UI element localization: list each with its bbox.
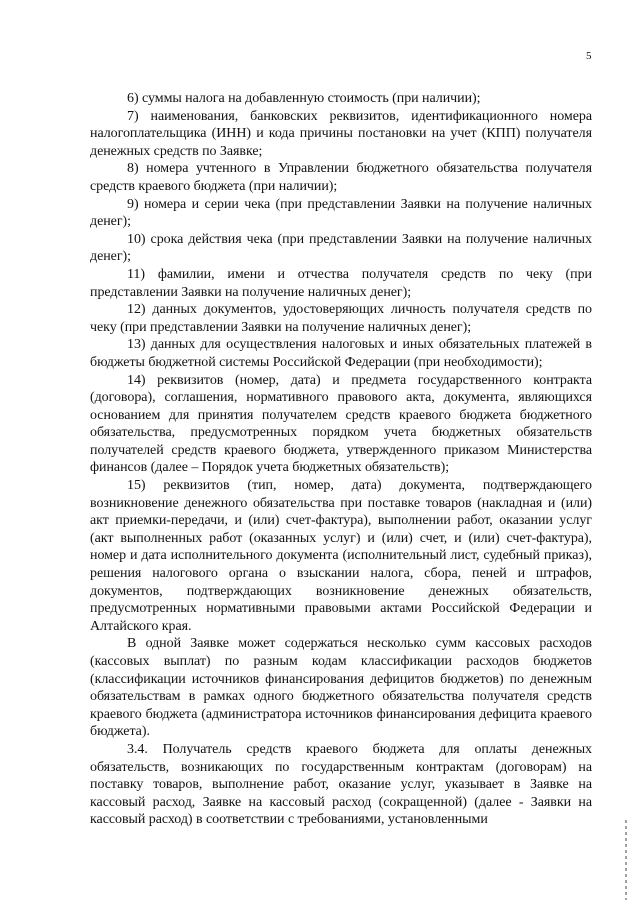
paragraph-item-13: 13) данных для осуществления налоговых и иных обязательных платежей в бюджеты бюджетной системы Российской Федерации (при необходимости);: [90, 337, 592, 370]
document-body: [90, 90, 592, 829]
paragraph-item-11: 11) фамилии, имени и отчества получателя средств по чеку (при представлении Заявки на получение наличных денег);: [90, 266, 592, 300]
paragraph-item-7: 7) наименования, банковских реквизитов, идентификационного номера налогоплательщика (ИНН) и кода причины постановки на учет (КПП) получателя денежных средств по Заявке;: [90, 108, 592, 159]
paragraph-item-8: 8) номера учтенного в Управлении бюджетного обязательства получателя средств краевого бюджета (при наличии);: [90, 161, 592, 194]
page-number: 5: [586, 50, 592, 62]
paragraph-item-10: 10) срока действия чека (при представлении Заявки на получение наличных денег);: [90, 231, 592, 265]
paragraph-item-15: 15) реквизитов (тип, номер, дата) документа, подтверждающего возникновение денежного обязательства при поставке товаров (накладная и (или) акт приемки-передачи, и (или) счет-фактура), выполнении работ, оказании услуг (акт выполненных работ (оказанных услуг) и (или) счет, и (или) счет-фактура), номер и дата исполнительного документа (исполнительный лист, судебный приказ), решения налогового органа о взыскании налога, сбора, пеней и штрафов, документов, подтверждающих возникновение денежных обязательств, предусмотренных нормативными правовыми актами Российской Федерации и Алтайского края.: [90, 478, 592, 634]
paragraph-section-3-4: 3.4. Получатель средств краевого бюджета для оплаты денежных обязательств, возникающих по государственным контрактам (договорам) на поставку товаров, выполнение работ, оказание услуг, указывает в Заявке на кассовый расход, Заявке на кассовый расход (сокращенной) (далее - Заявки на кассовый расход) в соответствии с требованиями, установленными: [90, 741, 592, 828]
paragraph-single-request: В одной Заявке может содержаться несколько сумм кассовых расходов (кассовых выплат) по разным кодам классификации расходов бюджетов (классификации источников финансирования дефицитов бюджетов) по денежным обязательствам в рамках одного бюджетного обязательства получателя средств краевого бюджета (администратора источников финансирования дефицита краевого бюджета).: [90, 636, 592, 740]
paragraph-item-14: 14) реквизитов (номер, дата) и предмета государственного контракта (договора), соглашения, нормативного правового акта, документа, являющихся основанием для принятия получателем средств краевого бюджета бюджетного обязательства, предусмотренных порядком учета бюджетных обязательств получателей средств краевого бюджета, утвержденного приказом Министерства финансов (далее – Порядок учета бюджетных обязательств);: [90, 372, 592, 476]
scan-artifact: [625, 820, 627, 900]
paragraph-item-9: 9) номера и серии чека (при представлении Заявки на получение наличных денег);: [90, 196, 592, 230]
paragraph-item-12: 12) данных документов, удостоверяющих личность получателя средств по чеку (при представлении Заявки на получение наличных денег);: [90, 302, 592, 335]
paragraph-item-6: 6) суммы налога на добавленную стоимость (при наличии);: [127, 91, 481, 106]
